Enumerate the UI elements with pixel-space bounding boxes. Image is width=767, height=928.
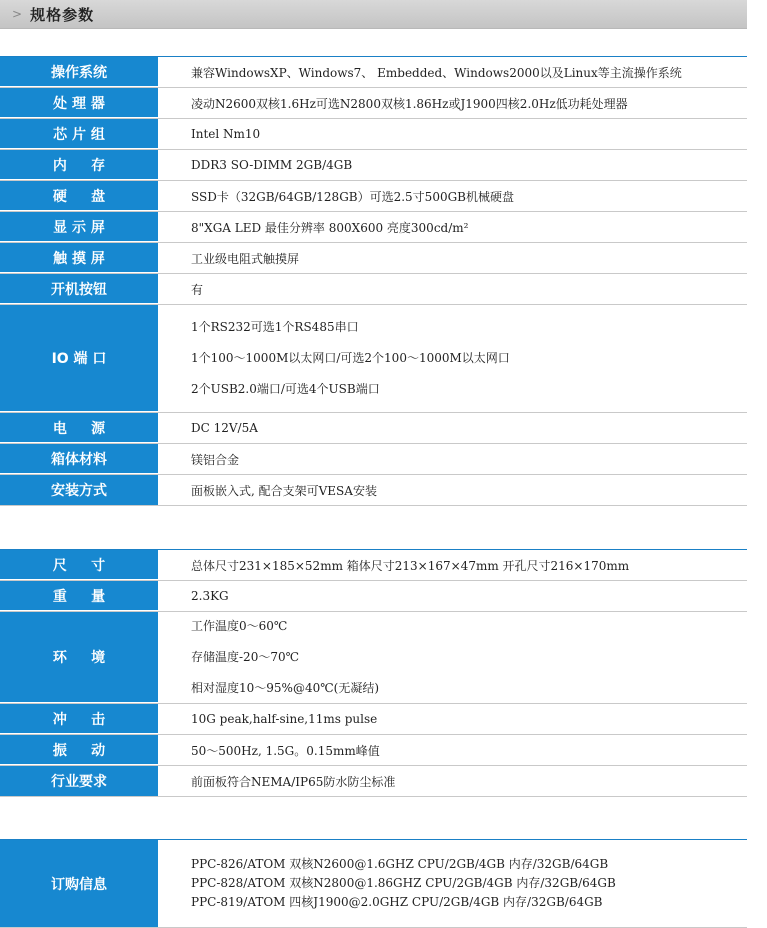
spec-value-line: PPC-826/ATOM 双核N2600@1.6GHZ CPU/2GB/4GB 内存/32GB/64GB — [191, 857, 609, 871]
spec-value — [158, 704, 747, 734]
spec-value-line: PPC-828/ATOM 双核N2800@1.86GHZ CPU/2GB/4GB 内存/32GB/64GB — [191, 876, 616, 890]
spec-row — [0, 735, 747, 766]
spec-value-line: 兼容WindowsXP、Windows7、 Embedded、Windows2000以及Linux等主流操作系统 — [191, 65, 682, 80]
spec-label: IO 端 口 — [0, 305, 158, 412]
spec-value — [158, 413, 747, 443]
spec-group-hardware — [0, 56, 747, 506]
spec-label: 尺 寸 — [0, 550, 158, 580]
spec-value-line: PPC-819/ATOM 四核J1900@2.0GHZ CPU/2GB/4GB 内存/32GB/64GB — [191, 895, 603, 909]
section-header — [0, 0, 747, 29]
spec-row — [0, 150, 747, 181]
spec-value-line: 50～500Hz, 1.5G。0.15mm峰值 — [191, 743, 380, 758]
spec-group-physical — [0, 549, 747, 797]
spec-value-line: 1个100～1000M以太网口/可选2个100～1000M以太网口 — [191, 351, 510, 365]
spec-value-line: 有 — [191, 282, 204, 297]
spec-row — [0, 581, 747, 612]
spec-label: 环 境 — [0, 612, 158, 703]
spec-value — [158, 57, 747, 87]
spec-label: 硬 盘 — [0, 181, 158, 211]
spec-label: 行业要求 — [0, 766, 158, 796]
spec-value — [158, 735, 747, 765]
spec-label: 安装方式 — [0, 475, 158, 505]
spec-label: 振 动 — [0, 735, 158, 765]
spec-label: 电 源 — [0, 413, 158, 443]
spec-value — [158, 840, 747, 927]
spec-value — [158, 274, 747, 304]
spec-value — [158, 550, 747, 580]
section-title: 规格参数 — [30, 5, 95, 24]
spec-value — [158, 305, 747, 412]
spec-value — [158, 88, 747, 118]
spec-value-line: 工作温度0～60℃ — [191, 619, 288, 633]
spec-row — [0, 212, 747, 243]
spec-value — [158, 243, 747, 273]
spec-row — [0, 274, 747, 305]
spec-label: 芯 片 组 — [0, 119, 158, 149]
spec-row — [0, 840, 747, 928]
spec-value-line: DDR3 SO-DIMM 2GB/4GB — [191, 158, 353, 172]
spec-value-line: 相对湿度10～95%@40℃(无凝结) — [191, 681, 379, 695]
spec-value-line: 面板嵌入式, 配合支架可VESA安装 — [191, 483, 377, 498]
spec-value — [158, 612, 747, 703]
spec-value-line: 存储温度-20～70℃ — [191, 650, 300, 664]
spec-value-line: 前面板符合NEMA/IP65防水防尘标准 — [191, 774, 396, 789]
spec-label: 操作系统 — [0, 57, 158, 87]
spec-value-line: 工业级电阻式触摸屏 — [191, 251, 300, 266]
spec-row — [0, 766, 747, 797]
spec-row — [0, 57, 747, 88]
spec-value-line: 总体尺寸231×185×52mm 箱体尺寸213×167×47mm 开孔尺寸216×170mm — [191, 558, 630, 573]
spec-row — [0, 243, 747, 274]
spec-row — [0, 612, 747, 704]
spec-row — [0, 704, 747, 735]
spec-value — [158, 150, 747, 180]
spec-value — [158, 181, 747, 211]
spec-value — [158, 475, 747, 505]
spec-value — [158, 212, 747, 242]
spec-value — [158, 119, 747, 149]
spec-value-line: 10G peak,half-sine,11ms pulse — [191, 712, 378, 726]
spec-value — [158, 766, 747, 796]
spec-label: 开机按钮 — [0, 274, 158, 304]
spec-row — [0, 181, 747, 212]
spec-label: 显 示 屏 — [0, 212, 158, 242]
spec-group-ordering — [0, 839, 747, 928]
spec-label: 处 理 器 — [0, 88, 158, 118]
spec-row — [0, 88, 747, 119]
spec-row — [0, 119, 747, 150]
spec-row — [0, 550, 747, 581]
spec-row — [0, 305, 747, 413]
spec-label: 冲 击 — [0, 704, 158, 734]
spec-label: 触 摸 屏 — [0, 243, 158, 273]
spec-value-line: 1个RS232可选1个RS485串口 — [191, 320, 359, 334]
spec-value-line: DC 12V/5A — [191, 421, 258, 435]
spec-value-line: Intel Nm10 — [191, 127, 261, 141]
spec-label: 重 量 — [0, 581, 158, 611]
spec-row — [0, 413, 747, 444]
spec-row — [0, 475, 747, 506]
spec-label: 订购信息 — [0, 840, 158, 927]
spec-value-line: 镁铝合金 — [191, 452, 240, 467]
spec-value — [158, 581, 747, 611]
spec-value-line: 2个USB2.0端口/可选4个USB端口 — [191, 382, 380, 396]
spec-value-line: SSD卡（32GB/64GB/128GB）可选2.5寸500GB机械硬盘 — [191, 189, 514, 204]
spec-value-line: 8"XGA LED 最佳分辨率 800X600 亮度300cd/m² — [191, 220, 469, 235]
chevron-right-icon: > — [12, 7, 23, 21]
spec-label: 内 存 — [0, 150, 158, 180]
spec-value-line: 2.3KG — [191, 589, 229, 603]
spec-label: 箱体材料 — [0, 444, 158, 474]
spec-value — [158, 444, 747, 474]
spec-value-line: 凌动N2600双核1.6Hz可选N2800双核1.86Hz或J1900四核2.0Hz低功耗处理器 — [191, 96, 628, 111]
spec-row — [0, 444, 747, 475]
